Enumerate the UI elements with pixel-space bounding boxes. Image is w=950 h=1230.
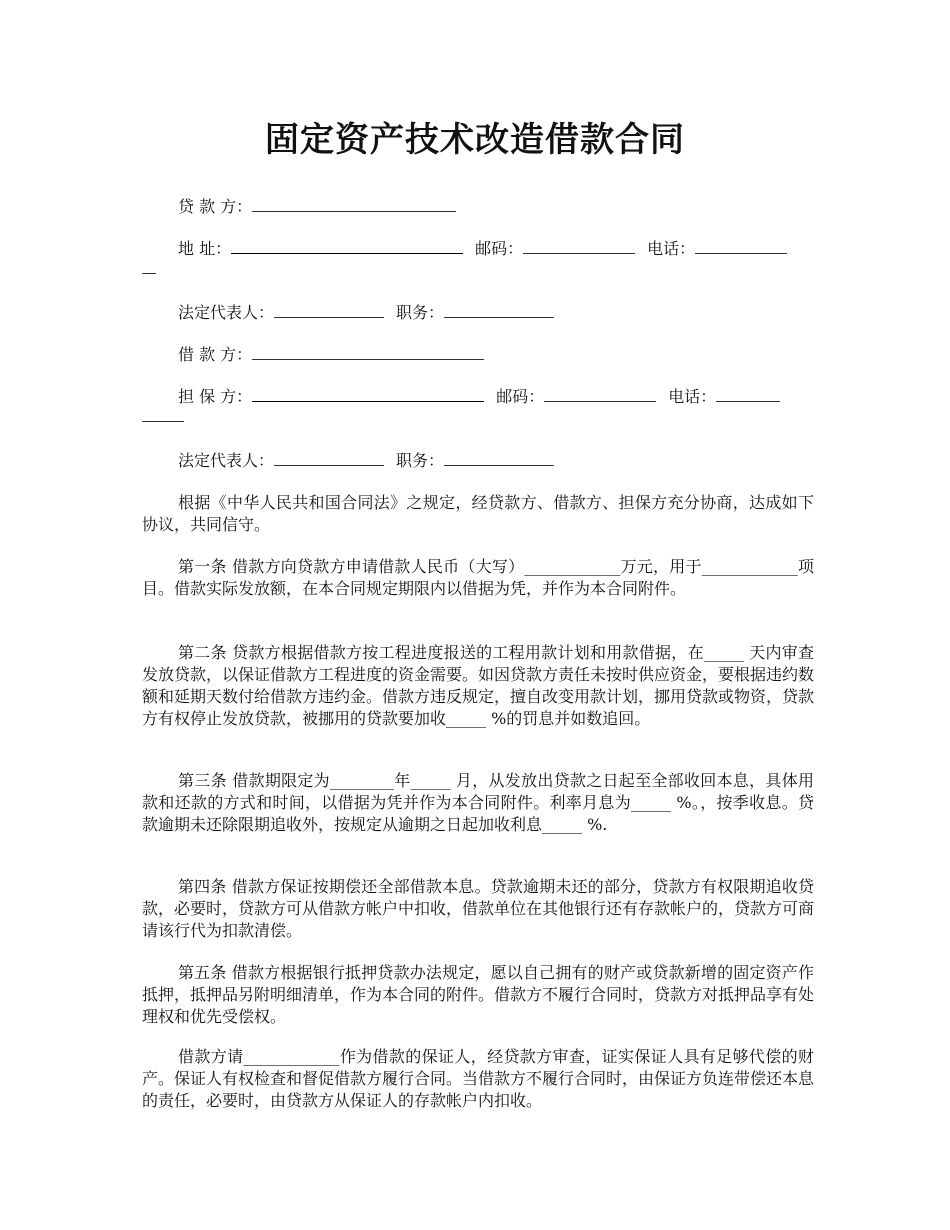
postcode-label: 邮码： [475,239,524,258]
guarantor-legal-rep-line [142,450,812,472]
phone-label: 电话： [647,239,696,258]
address-blank[interactable] [231,239,463,254]
phone-blank[interactable] [695,239,787,254]
guarantor-label: 担 保 方： [178,387,253,406]
guarantor-blank[interactable] [252,387,484,402]
guarantor-position-label: 职务： [396,451,445,470]
borrower-label: 借 款 方： [178,345,253,364]
guarantor-phone-label: 电话： [668,387,717,406]
borrower-line [142,344,812,366]
lender-label: 贷 款 方： [178,197,253,216]
guarantor-line [142,386,812,408]
document-title: 固定资产技术改造借款合同 [265,120,685,160]
guarantor-postcode-label: 邮码： [496,387,545,406]
article-3: 第三条 借款期限定为________年_____ 月，从发放出贷款之日起至全部收回本息，具体用款和还款的方式和时间，以借据为凭并作为本合同附件。利率月息为_____ %。，按季收息。贷款逾期未还除限期追收外，按规定从逾期之日起加收利息_____ %. [142,771,814,834]
guarantor-phone-blank[interactable] [716,387,780,402]
article-5: 第五条 借款方根据银行抵押贷款办法规定，愿以自己拥有的财产或贷款新增的固定资产作抵押，抵押品另附明细清单，作为本合同的附件。借款方不履行合同时，贷款方对抵押品享有处理权和优先受偿权。 [142,963,815,1026]
lender-address-line [142,238,812,260]
address-label: 地 址： [178,239,232,258]
lender-blank[interactable] [252,197,456,212]
lender-line [142,196,812,218]
intro-paragraph: 根据《中华人民共和国合同法》之规定，经贷款方、借款方、担保方充分协商，达成如下协议，共同信守。 [142,493,814,534]
guarantor-legal-rep-blank[interactable] [274,451,384,466]
legal-rep-label: 法定代表人： [178,303,275,322]
article-1: 第一条 借款方向贷款方申请借款人民币（大写）____________万元，用于____________项目。借款实际发放额，在本合同规定期限内以借据为凭，并作为本合同附件。 [142,557,814,598]
position-label: 职务： [396,303,445,322]
guarantor-position-blank[interactable] [444,451,554,466]
borrower-blank[interactable] [252,345,484,360]
position-blank[interactable] [444,303,554,318]
guarantor-legal-rep-label: 法定代表人： [178,451,275,470]
lender-legal-rep-line [142,302,812,324]
article-2: 第二条 贷款方根据借款方按工程进度报送的工程用款计划和用款借据，在_____ 天内审查发放贷款，以保证借款方工程进度的资金需要。如因贷款方责任未按时供应资金，要根据违约数额和延期天数付给借款方违约金。借款方违反规定，擅自改变用款计划，挪用贷款或物资，贷款方有权停止发放贷款，被挪用的贷款要加收_____ %的罚息并如数追回。 [142,643,815,728]
legal-rep-blank[interactable] [274,303,384,318]
phone-blank-continuation [142,258,156,280]
article-4: 第四条 借款方保证按期偿还全部借款本息。贷款逾期未还的部分，贷款方有权限期追收贷款，必要时，贷款方可从借款方帐户中扣收，借款单位在其他银行还有存款帐户的，贷款方可商请该行代为扣款清偿。 [142,877,815,940]
guarantor-phone-continuation [142,406,184,428]
postcode-blank[interactable] [523,239,635,254]
guarantee-paragraph: 借款方请____________作为借款的保证人，经贷款方审查，证实保证人具有足够代偿的财产。保证人有权检查和督促借款方履行合同。当借款方不履行合同时，由保证方负连带偿还本息的责任，必要时，由贷款方从保证人的存款帐户内扣收。 [142,1047,815,1110]
guarantor-postcode-blank[interactable] [544,387,656,402]
